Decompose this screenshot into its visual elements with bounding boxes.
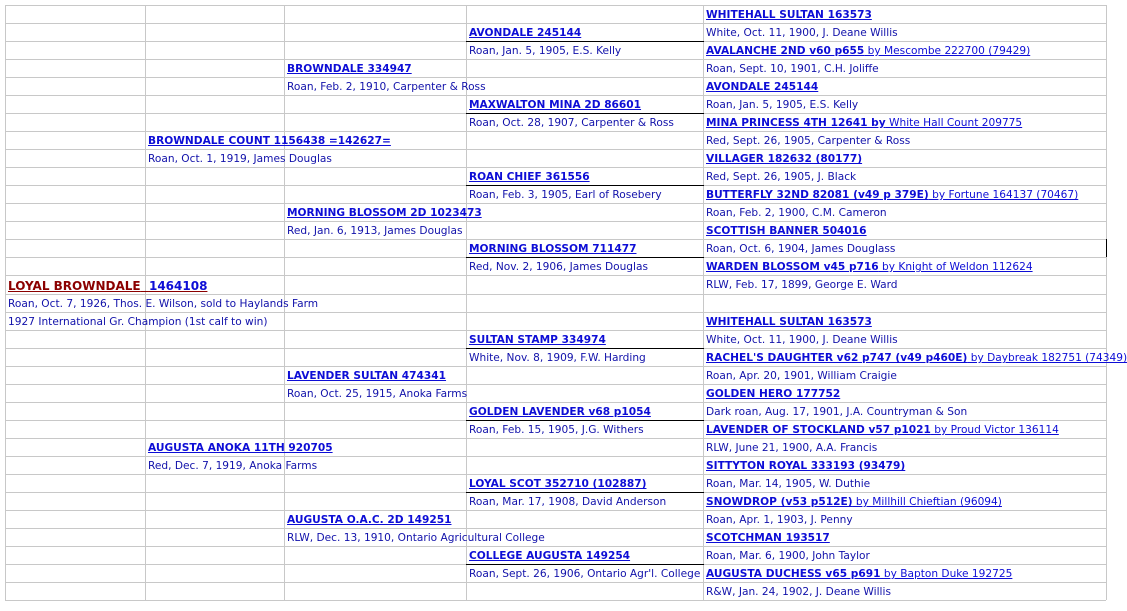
great-grand-dam-link-text: BUTTERFLY 32ND 82081 (v49 p 379E) — [706, 189, 929, 201]
animal-detail: Roan, Feb. 15, 1905, J.G. Withers — [469, 424, 644, 436]
grid-row-line — [5, 384, 1106, 385]
great-grand-dam-link-text: AUGUSTA DUCHESS v65 p691 — [706, 568, 881, 580]
animal-detail: Roan, Mar. 6, 1900, John Taylor — [706, 550, 870, 562]
great-grand-dam-link-text: LAVENDER OF STOCKLAND v57 p1021 — [706, 424, 931, 436]
great-grandparent-link-text: ROAN CHIEF 361556 — [469, 171, 590, 183]
great-grand-dam-link-text: RACHEL'S DAUGHTER v62 p747 (v49 p460E) — [706, 352, 968, 364]
pedigree-connector — [466, 420, 704, 421]
animal-detail: White, Nov. 8, 1909, F.W. Harding — [469, 352, 646, 364]
animal-detail: Roan, Oct. 1, 1919, James Douglas — [148, 153, 332, 165]
great-grandparent-link[interactable] — [469, 547, 630, 565]
edge-connector — [1106, 239, 1107, 257]
great-grand-dam-link-text: AVALANCHE 2ND v60 p655 — [706, 45, 865, 57]
grandparent-link-text: MORNING BLOSSOM 2D 1023473 — [287, 207, 482, 219]
great-grand-sire-link[interactable] — [706, 529, 830, 547]
animal-detail: Dark roan, Aug. 17, 1901, J.A. Countryman & Son — [706, 406, 968, 418]
pedigree-connector — [466, 257, 704, 258]
great-grand-sire-link-text: SITTYTON ROYAL 333193 (93479) — [706, 460, 906, 472]
animal-detail: Roan, Feb. 2, 1910, Carpenter & Ross — [287, 81, 486, 93]
great-grandparent-link[interactable] — [469, 240, 636, 258]
subject-name: LOYAL BROWNDALE — [8, 279, 141, 293]
grid-row-line — [5, 221, 1106, 222]
dam-link-text: AUGUSTA ANOKA 11TH 920705 — [148, 442, 333, 454]
grid-row-line — [5, 5, 1106, 6]
great-grand-dam-link[interactable] — [706, 349, 1127, 367]
great-grandparent-link[interactable] — [469, 24, 581, 42]
great-grand-sire-link[interactable] — [706, 222, 867, 240]
great-grandparent-link[interactable] — [469, 96, 641, 114]
grandparent-link-text: LAVENDER SULTAN 474341 — [287, 370, 447, 382]
great-grandparent-link[interactable] — [469, 403, 651, 421]
animal-detail: RLW, Dec. 13, 1910, Ontario Agricultural College — [287, 532, 545, 544]
grid-column-line — [1106, 5, 1107, 600]
animal-detail: Red, Sept. 26, 1905, Carpenter & Ross — [706, 135, 911, 147]
great-grand-sire-link-text: VILLAGER 182632 (80177) — [706, 153, 863, 165]
great-grand-dam-link-text: MINA PRINCESS 4TH 12641 by — [706, 117, 886, 129]
great-grand-dam-link-sire-ref: by Mescombe 222700 (79429) — [864, 45, 1031, 57]
animal-detail: Roan, Oct. 6, 1904, James Douglass — [706, 243, 896, 255]
great-grand-sire-link-text: WHITEHALL SULTAN 163573 — [706, 316, 872, 328]
animal-detail: Roan, Jan. 5, 1905, E.S. Kelly — [706, 99, 859, 111]
great-grand-dam-link[interactable] — [706, 258, 1033, 276]
dam-link[interactable] — [148, 439, 333, 457]
animal-detail: Red, Nov. 2, 1906, James Douglas — [469, 261, 648, 273]
great-grandparent-link-text: MAXWALTON MINA 2D 86601 — [469, 99, 642, 111]
grandparent-link[interactable] — [287, 367, 446, 385]
great-grand-dam-link-sire-ref: White Hall Count 209775 — [885, 117, 1023, 129]
great-grand-dam-link-sire-ref: by Proud Victor 136114 — [930, 424, 1059, 436]
great-grandparent-link-text: MORNING BLOSSOM 711477 — [469, 243, 637, 255]
animal-detail: Roan, Feb. 3, 1905, Earl of Rosebery — [469, 189, 662, 201]
subject-detail: Roan, Oct. 7, 1926, Thos. E. Wilson, sold to Haylands Farm — [8, 298, 319, 310]
great-grand-sire-link[interactable] — [706, 6, 872, 24]
great-grand-dam-link[interactable] — [706, 42, 1030, 60]
subject-spacer — [141, 279, 149, 293]
pedigree-connector — [466, 41, 704, 42]
great-grand-sire-link-text: AVONDALE 245144 — [706, 81, 819, 93]
animal-detail: White, Oct. 11, 1900, J. Deane Willis — [706, 27, 898, 39]
great-grand-dam-link-text: SNOWDROP (v53 p512E) — [706, 496, 853, 508]
animal-detail: Roan, Apr. 20, 1901, William Craigie — [706, 370, 897, 382]
pedigree-connector — [466, 348, 704, 349]
subject-animal-link[interactable] — [8, 277, 207, 295]
great-grand-sire-link-text: GOLDEN HERO 177752 — [706, 388, 841, 400]
animal-detail: Roan, Jan. 5, 1905, E.S. Kelly — [469, 45, 622, 57]
great-grand-sire-link[interactable] — [706, 78, 818, 96]
great-grand-sire-link[interactable] — [706, 385, 840, 403]
subject-award-note: 1927 International Gr. Champion (1st calf to win) — [8, 316, 268, 328]
pedigree-connector — [466, 492, 704, 493]
animal-detail: Roan, Sept. 10, 1901, C.H. Joliffe — [706, 63, 879, 75]
sire-link[interactable] — [148, 132, 391, 150]
great-grandparent-link[interactable] — [469, 331, 606, 349]
animal-detail: White, Oct. 11, 1900, J. Deane Willis — [706, 334, 898, 346]
great-grand-dam-link-text: WARDEN BLOSSOM v45 p716 — [706, 261, 879, 273]
great-grandparent-link-text: SULTAN STAMP 334974 — [469, 334, 606, 346]
animal-detail: Roan, Mar. 17, 1908, David Anderson — [469, 496, 667, 508]
great-grand-sire-link[interactable] — [706, 457, 905, 475]
great-grand-dam-link[interactable] — [706, 186, 1078, 204]
grandparent-link-text: AUGUSTA O.A.C. 2D 149251 — [287, 514, 452, 526]
animal-detail: Red, Sept. 26, 1905, J. Black — [706, 171, 857, 183]
animal-detail: RLW, Feb. 17, 1899, George E. Ward — [706, 279, 898, 291]
grandparent-link[interactable] — [287, 204, 482, 222]
grandparent-link[interactable] — [287, 511, 451, 529]
great-grandparent-link[interactable] — [469, 475, 646, 493]
animal-detail: Roan, Feb. 2, 1900, C.M. Cameron — [706, 207, 887, 219]
great-grand-sire-link[interactable] — [706, 313, 872, 331]
great-grand-dam-link-sire-ref: by Knight of Weldon 112624 — [878, 261, 1033, 273]
great-grand-dam-link[interactable] — [706, 114, 1022, 132]
animal-detail: RLW, June 21, 1900, A.A. Francis — [706, 442, 878, 454]
pedigree-connector — [466, 113, 704, 114]
great-grandparent-link[interactable] — [469, 168, 590, 186]
great-grand-dam-link[interactable] — [706, 493, 1002, 511]
grandparent-link-text: BROWNDALE 334947 — [287, 63, 412, 75]
grid-row-line — [5, 77, 1106, 78]
pedigree-connector — [466, 564, 704, 565]
animal-detail: Roan, Oct. 25, 1915, Anoka Farms — [287, 388, 468, 400]
animal-detail: Roan, Sept. 26, 1906, Ontario Agr'l. College — [469, 568, 701, 580]
animal-detail: Roan, Oct. 28, 1907, Carpenter & Ross — [469, 117, 674, 129]
animal-detail: Red, Dec. 7, 1919, Anoka Farms — [148, 460, 318, 472]
sire-link-text: BROWNDALE COUNT 1156438 =142627= — [148, 135, 391, 147]
great-grand-dam-link-sire-ref: by Bapton Duke 192725 — [880, 568, 1013, 580]
great-grand-sire-link-text: WHITEHALL SULTAN 163573 — [706, 9, 872, 21]
great-grandparent-link-text: AVONDALE 245144 — [469, 27, 582, 39]
animal-detail: Roan, Apr. 1, 1903, J. Penny — [706, 514, 853, 526]
great-grand-sire-link-text: SCOTCHMAN 193517 — [706, 532, 830, 544]
grandparent-link[interactable] — [287, 60, 412, 78]
animal-detail: Roan, Mar. 14, 1905, W. Duthie — [706, 478, 871, 490]
animal-detail: R&W, Jan. 24, 1902, J. Deane Willis — [706, 586, 891, 598]
grid-row-line — [5, 528, 1106, 529]
great-grand-dam-link[interactable] — [706, 565, 1012, 583]
pedigree-connector — [466, 185, 704, 186]
grid-row-line — [5, 600, 1106, 601]
great-grand-dam-link-sire-ref: by Daybreak 182751 (74349) — [967, 352, 1127, 364]
great-grandparent-link-text: GOLDEN LAVENDER v68 p1054 — [469, 406, 651, 418]
great-grand-sire-link-text: SCOTTISH BANNER 504016 — [706, 225, 867, 237]
great-grandparent-link-text: COLLEGE AUGUSTA 149254 — [469, 550, 631, 562]
animal-detail: Red, Jan. 6, 1913, James Douglas — [287, 225, 463, 237]
great-grand-sire-link[interactable] — [706, 150, 862, 168]
great-grand-dam-link-sire-ref: by Fortune 164137 (70467) — [928, 189, 1079, 201]
great-grand-dam-link-sire-ref: by Millhill Chieftian (96094) — [852, 496, 1002, 508]
great-grandparent-link-text: LOYAL SCOT 352710 (102887) — [469, 478, 647, 490]
subject-reg-number: 1464108 — [148, 279, 208, 293]
great-grand-dam-link[interactable] — [706, 421, 1059, 439]
